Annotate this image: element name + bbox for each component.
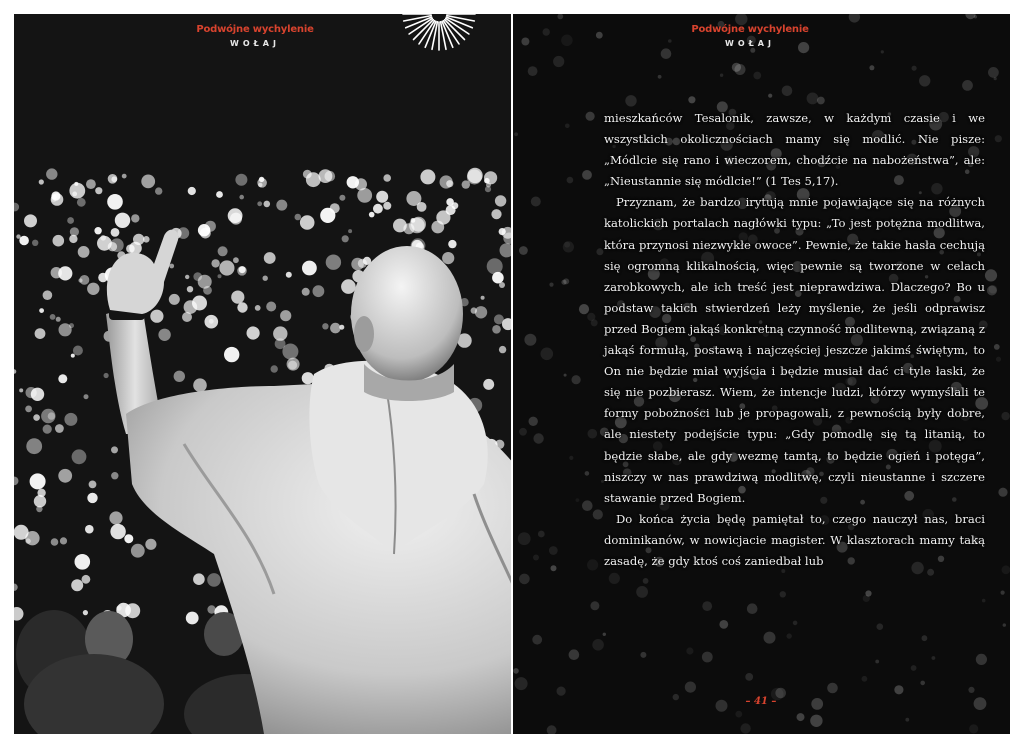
bokeh-light: [636, 586, 648, 598]
bokeh-light: [998, 488, 1007, 497]
bokeh-light: [609, 573, 620, 584]
bokeh-light: [994, 344, 1000, 350]
bokeh-light: [875, 660, 879, 664]
bokeh-light: [768, 94, 772, 98]
bokeh-light: [849, 14, 860, 23]
bokeh-light: [685, 682, 696, 693]
bokeh-light: [576, 498, 580, 502]
running-head-title: WOŁAJ: [725, 39, 775, 48]
bokeh-light: [585, 471, 590, 476]
bokeh-light: [905, 718, 909, 722]
bokeh-light: [587, 313, 595, 321]
bokeh-light: [919, 75, 930, 86]
bokeh-light: [567, 177, 574, 184]
bokeh-light: [965, 14, 975, 19]
bokeh-light: [557, 687, 566, 696]
body-text: [604, 108, 985, 572]
bokeh-light: [513, 668, 519, 674]
bokeh-light: [740, 723, 750, 733]
bokeh-light: [533, 555, 539, 561]
bokeh-light: [564, 374, 567, 377]
bokeh-light: [565, 124, 570, 129]
bokeh-light: [716, 700, 728, 712]
bokeh-light: [787, 633, 792, 638]
paragraph: mieszkańców Tesalonik, zawsze, w każdym czasie i we wszystkich okolicznościach mamy się modlić. Nie pisze: „Módlcie się rano i wieczorem, chodźcie na nabożeństwa”, ale: „Nieustannie się módlcie!” (1 Tes 5,17).: [604, 111, 985, 189]
bokeh-light: [753, 72, 761, 80]
left-page-photo: [14, 14, 511, 734]
bokeh-light: [538, 531, 545, 538]
bokeh-light: [745, 673, 753, 681]
bokeh-light: [688, 96, 695, 103]
bokeh-light: [920, 681, 925, 686]
bokeh-light: [519, 246, 528, 255]
bokeh-light: [810, 715, 822, 727]
bokeh-light: [793, 621, 798, 626]
running-head-left: [155, 24, 355, 48]
bokeh-light: [661, 48, 672, 59]
bokeh-light: [590, 601, 599, 610]
bokeh-light: [962, 80, 973, 91]
bokeh-light: [1003, 623, 1006, 626]
bokeh-light: [561, 35, 573, 47]
bokeh-light: [547, 725, 557, 734]
bokeh-light: [862, 676, 868, 682]
bokeh-light: [894, 685, 903, 694]
bokeh-light: [1002, 565, 1011, 574]
bokeh-light: [702, 601, 712, 611]
bokeh-light: [640, 652, 646, 658]
bokeh-light: [912, 66, 917, 71]
bokeh-light: [827, 683, 838, 694]
bokeh-light: [968, 687, 974, 693]
bokeh-light: [932, 656, 936, 660]
bokeh-light: [720, 74, 723, 77]
running-head-subtitle: Podwójne wychylenie: [196, 24, 314, 35]
bokeh-light: [582, 170, 592, 180]
bokeh-light: [782, 86, 793, 97]
bokeh-light: [596, 248, 603, 255]
bokeh-light: [557, 14, 563, 19]
bokeh-light: [587, 559, 598, 570]
bokeh-light: [1001, 412, 1009, 420]
bokeh-light: [579, 304, 589, 314]
bokeh-light: [807, 93, 819, 105]
bokeh-light: [982, 599, 986, 603]
bokeh-light: [750, 48, 755, 53]
bokeh-light: [533, 433, 543, 443]
bokeh-light: [625, 95, 636, 106]
bokeh-light: [658, 75, 662, 79]
bokeh-light: [582, 500, 593, 511]
bokeh-light: [549, 546, 558, 555]
page-number: – 41 –: [745, 696, 777, 707]
bokeh-light: [985, 269, 997, 281]
sunburst-ornament: [379, 14, 499, 56]
bokeh-light: [586, 112, 595, 121]
bokeh-light: [592, 639, 604, 651]
bokeh-light: [974, 697, 987, 710]
bokeh-light: [976, 654, 987, 665]
paragraph: Do końca życia będę pamiętał to, czego nauczył nas, braci dominikanów, w nowicjacie magister. W klasztorach mamy taką zasadę, że gdy ktoś coś zaniedbał lub: [604, 511, 985, 568]
bokeh-light: [747, 603, 758, 614]
bokeh-light: [519, 574, 530, 585]
bokeh-light: [995, 135, 1002, 142]
bokeh-light: [869, 65, 874, 70]
performer-figure: [14, 14, 511, 734]
bokeh-light: [969, 724, 978, 733]
bokeh-light: [603, 633, 606, 636]
bokeh-light: [735, 711, 742, 718]
bokeh-light: [735, 64, 746, 75]
bokeh-light: [553, 56, 564, 67]
bokeh-light: [911, 665, 917, 671]
running-head-subtitle: Podwójne wychylenie: [691, 24, 809, 35]
paragraph: Przyznam, że bardzo irytują mnie pojawiające się na różnych katolickich portalach nagłówki typu: „To jest potężna modlitwa, która przynosi niezwykłe owoce”. Pewnie, że takie hasła cechują się ogromną klikalnością, więc pewnie są tworzone w celach zarobkowych, ale ich treść jest nieprawdziwa. Dlaczego? Bo u podstaw takich stwierdzeń leży myślenie, że jeśli odprawisz przed Bogiem jakąś konkretną czynność modlitewną, związaną z jakąś formułą, postawą i najczęściej jeszcze jakimś świętym, to On nie będzie miał wyjścia i będzie musiał dać ci tyle łaski, że się nie pozbierasz. Wiem, że intencje ludzi, którzy wymyślali te formy pobożności lub je propagowali, z pewnością były dobre, ale niestety podejście typu: „Gdy pomodlę się tą litanią, to będzie słabe, ale gdy wezmę tamtą, to będzie ogień i potęga”, niszczy w nas prawdziwą modlitwę, czyli nieustanne i szczere stawanie przed Bogiem.: [604, 195, 985, 505]
right-page-text: [513, 14, 1010, 734]
bokeh-light: [528, 66, 538, 76]
bokeh-light: [524, 334, 536, 346]
bokeh-light: [531, 197, 541, 207]
bokeh-light: [593, 509, 603, 519]
bokeh-light: [529, 417, 538, 426]
bokeh-light: [521, 38, 529, 46]
bokeh-light: [988, 67, 999, 78]
bokeh-light: [1001, 591, 1005, 595]
bokeh-light: [569, 649, 580, 660]
running-head-right: [650, 24, 850, 48]
bokeh-light: [877, 623, 884, 630]
bokeh-light: [543, 28, 550, 35]
bokeh-light: [865, 590, 871, 596]
bokeh-light: [551, 565, 557, 571]
bokeh-light: [881, 50, 884, 53]
bokeh-light: [797, 713, 805, 721]
bokeh-light: [780, 591, 786, 597]
bokeh-light: [569, 456, 573, 460]
bokeh-light: [596, 32, 603, 39]
bokeh-light: [719, 620, 728, 629]
bokeh-light: [643, 578, 649, 584]
bokeh-light: [987, 286, 997, 296]
bokeh-light: [764, 632, 776, 644]
bokeh-light: [811, 698, 823, 710]
bokeh-light: [686, 647, 693, 654]
bokeh-light: [532, 635, 542, 645]
bokeh-light: [549, 283, 553, 287]
bokeh-light: [673, 694, 679, 700]
bokeh-light: [922, 635, 928, 641]
bokeh-light: [563, 278, 569, 284]
bokeh-light: [515, 677, 528, 690]
bokeh-light: [541, 348, 554, 361]
bokeh-light: [702, 652, 713, 663]
bokeh-light: [514, 132, 518, 136]
running-head-title: WOŁAJ: [230, 39, 280, 48]
bokeh-light: [588, 429, 598, 439]
bokeh-light: [519, 428, 527, 436]
bokeh-light: [518, 532, 531, 545]
bokeh-light: [572, 375, 581, 384]
bokeh-light: [996, 357, 1001, 362]
bokeh-light: [563, 241, 574, 252]
